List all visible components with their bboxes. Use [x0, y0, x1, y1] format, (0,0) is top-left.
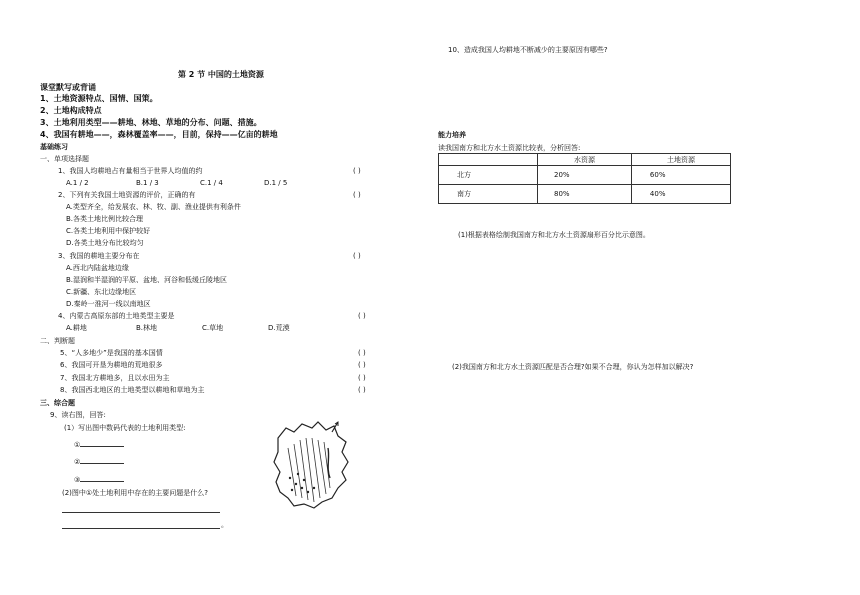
row-label-south: 南方 — [439, 185, 538, 204]
tf-6-paren: ( ) — [358, 361, 366, 369]
mark-3-label: ③ — [74, 476, 81, 484]
q9-blank-1[interactable] — [74, 439, 124, 450]
south-land-value: 40% — [631, 185, 730, 204]
header-cell-empty — [439, 154, 538, 166]
q1-option-d: D.1 / 5 — [264, 179, 288, 187]
recite-item-4: 4、我国有耕地——，森林覆盖率——，目前，保持——亿亩的耕地 — [40, 130, 278, 139]
q2-option-a: A.类型齐全，给发展农、林、牧、副、渔业提供有利条件 — [66, 203, 241, 211]
q4-stem: 4、内蒙古高原东部的土地类型主要是 — [58, 312, 175, 320]
q1-option-b: B.1 / 3 — [136, 179, 159, 187]
q3-option-c: C.新疆、东北边缘地区 — [66, 288, 137, 296]
q4-answer-paren: ( ) — [358, 312, 366, 320]
row-label-north: 北方 — [439, 166, 538, 185]
ability-heading: 能力培养 — [438, 131, 466, 139]
q4-option-b: B.林地 — [136, 324, 158, 332]
section-title: 第 2 节 中国的土地资源 — [178, 70, 264, 79]
recite-item-1: 1、土地资源特点、国情、国策。 — [40, 94, 158, 103]
q9-answer-line-b[interactable] — [62, 528, 220, 529]
section-2-heading: 二、判断题 — [40, 337, 75, 345]
q2-answer-paren: ( ) — [353, 191, 361, 199]
q3-answer-paren: ( ) — [353, 252, 361, 260]
tf-8-paren: ( ) — [358, 386, 366, 394]
south-water-value: 80% — [538, 185, 632, 204]
tf-item-7: 7、我国北方耕地多，且以水田为主 — [60, 374, 170, 382]
north-land-value: 60% — [631, 166, 730, 185]
mark-2-label: ② — [74, 458, 81, 466]
q9-end-mark: 。 — [221, 521, 228, 529]
q3-stem: 3、我国的耕地主要分布在 — [58, 252, 140, 260]
q9-stem: 9、读右图，回答: — [50, 411, 106, 419]
q10-question: 10、造成我国人均耕地不断减少的主要原因有哪些? — [448, 46, 608, 54]
answer-line-1 — [80, 439, 124, 447]
header-water-resources: 水资源 — [538, 154, 632, 166]
q1-option-a: A.1 / 2 — [66, 179, 89, 187]
q9-answer-line-a[interactable] — [62, 512, 220, 513]
q9-part-2: (2)图中①处土地利用中存在的主要问题是什么? — [62, 489, 208, 497]
q3-option-a: A.西北内陆盆地边缘 — [66, 264, 129, 272]
q1-stem: 1、我国人均耕地占有量相当于世界人均值的约 — [58, 167, 203, 175]
q9-blank-3[interactable] — [74, 474, 124, 485]
table-row — [439, 185, 731, 204]
q1-option-c: C.1 / 4 — [200, 179, 223, 187]
question-r2: (2)我国南方和北方水土资源匹配是否合理?如果不合理，你认为怎样加以解决? — [452, 363, 694, 371]
answer-line-3 — [80, 474, 124, 482]
question-r1: (1)根据表格绘制我国南方和北方水土资源扇形百分比示意图。 — [458, 231, 650, 239]
water-land-comparison-table — [438, 153, 731, 204]
tf-item-8: 8、我国西北地区的土地类型以耕地和草地为主 — [60, 386, 205, 394]
q2-option-d: D.各类土地分布比较均匀 — [66, 239, 144, 247]
q2-option-b: B.各类土地比例比较合理 — [66, 215, 144, 223]
table-intro: 读我国南方和北方水土资源比较表，分析回答: — [438, 144, 581, 152]
tf-item-6: 6、我国可开垦为耕地的荒地很多 — [60, 361, 163, 369]
recite-item-2: 2、土地构成特点 — [40, 106, 102, 115]
header-land-resources: 土地资源 — [631, 154, 730, 166]
q1-answer-paren: ( ) — [353, 167, 361, 175]
tf-5-paren: ( ) — [358, 349, 366, 357]
recite-item-3: 3、土地利用类型——耕地、林地、草地的分布、问题、措施。 — [40, 118, 262, 127]
answer-line-2 — [80, 456, 124, 464]
basic-practice-heading: 基础练习 — [40, 143, 68, 151]
q9-blank-2[interactable] — [74, 456, 124, 467]
q3-option-d: D.秦岭一淮河一线以南地区 — [66, 300, 151, 308]
q2-option-c: C.各类土地利用中保护较好 — [66, 227, 151, 235]
q2-stem: 2、下列有关我国土地资源的评价，正确的有 — [58, 191, 196, 199]
section-3-heading: 三、综合题 — [40, 399, 75, 407]
q4-option-c: C.草地 — [202, 324, 224, 332]
q4-option-d: D.荒漠 — [268, 324, 290, 332]
north-water-value: 20% — [538, 166, 632, 185]
land-use-map-illustration — [268, 418, 352, 510]
q4-option-a: A.耕地 — [66, 324, 87, 332]
section-1-heading: 一、单项选择题 — [40, 155, 89, 163]
tf-7-paren: ( ) — [358, 374, 366, 382]
table-header-row — [439, 154, 731, 166]
mark-1-label: ① — [74, 441, 81, 449]
tf-item-5: 5、“人多地少”是我国的基本国情 — [60, 349, 163, 357]
q3-option-b: B.湿润和半湿润的平原、盆地、河谷和低缓丘陵地区 — [66, 276, 228, 284]
table-row — [439, 166, 731, 185]
q9-part-1: (1）写出图中数码代表的土地利用类型: — [64, 424, 186, 432]
recite-heading: 课堂默写或背诵 — [40, 83, 96, 92]
